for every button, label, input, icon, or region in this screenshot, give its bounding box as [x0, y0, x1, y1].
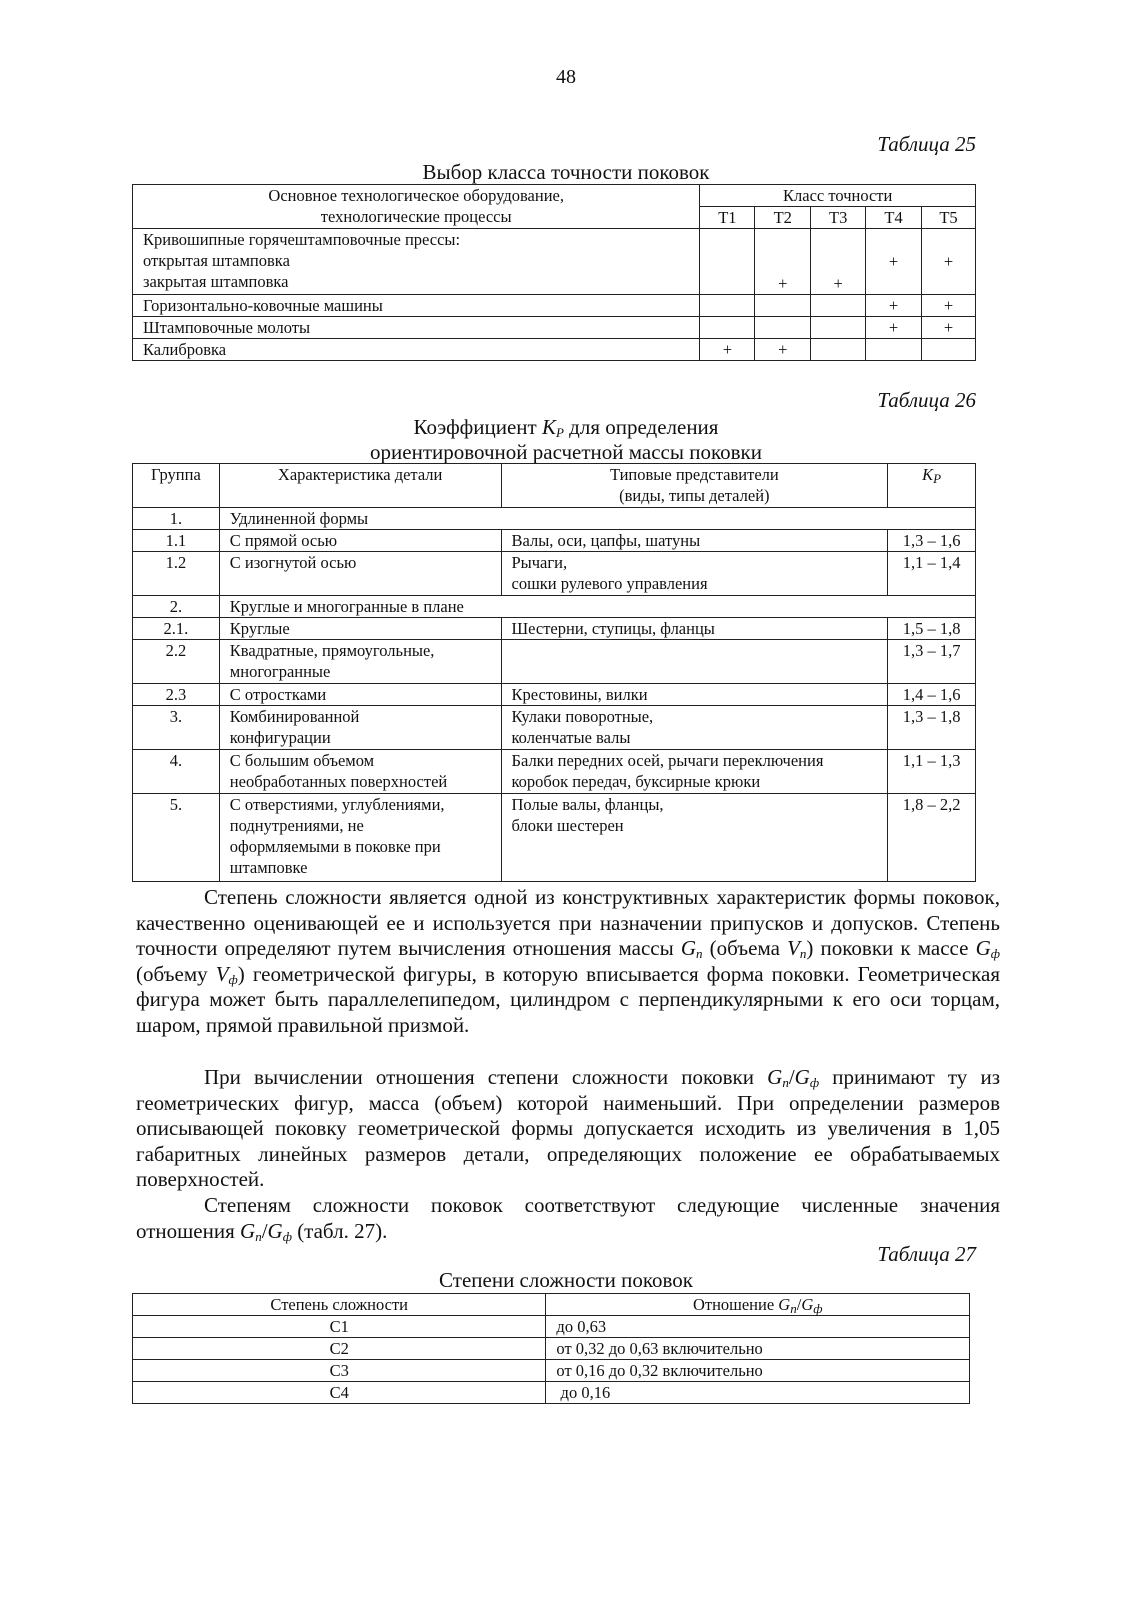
- table-row: 3. Комбинированной конфигурации Кулаки поворотные, коленчатые валы 1,3 – 1,8: [133, 706, 976, 750]
- paragraph-3: Степеням сложности поковок соответствуют следующие численные значения отношения $G_п/G_ф$ (табл. 27).: [136, 1193, 1000, 1244]
- table-27-header-degree: Степень сложности: [133, 1294, 546, 1316]
- cell-t5: +: [922, 229, 976, 295]
- table-27: [132, 1293, 970, 1404]
- paragraph-1: Степень сложности является одной из конструктивных характеристик формы поковок, качественно оценивающей ее и используется при назначении припусков и допусков. Степень точности определяют путем вычисления отношения массы $G_п$ (объема $V_п$) поковки к массе $G_ф$ (объему $V_ф$) геометрической фигуры, в которую вписывается форма поковки. Геометрическая фигура может быть параллелепипедом, цилиндром с перпендикулярными к его оси торцам, шаром, прямой правильной призмой.: [136, 885, 1001, 1037]
- table-26-caption: Таблица 26: [877, 388, 976, 412]
- table-25-caption: Таблица 25: [877, 132, 976, 156]
- cell-t3: +: [811, 229, 866, 295]
- table-27-title: Степени сложности поковок: [439, 1268, 693, 1292]
- page-number: 48: [556, 66, 576, 88]
- table-row: Горизонтально-ковочные машины + +: [133, 295, 976, 317]
- paragraph-2: При вычислении отношения степени сложности поковки $G_п/G_ф$ принимают ту из геометрических фигур, масса (объем) которой наименьший. При определении размеров описывающей поковку геометрической формы допускается исходить из увеличения в 1,05 габаритных линейных размеров детали, определяющих положение ее обрабатываемых поверхностей.: [136, 1065, 1000, 1191]
- table-25-header-t4: Т4: [866, 207, 922, 229]
- table-row: 1.1 С прямой осью Валы, оси, цапфы, шатуны 1,3 – 1,6: [133, 530, 976, 552]
- table-row: С3 от 0,16 до 0,32 включительно: [133, 1360, 970, 1382]
- table-row: Калибровка + +: [133, 339, 976, 361]
- table-26-header-characteristic: Характеристика детали: [219, 464, 501, 508]
- table-25: [132, 184, 976, 361]
- table-26-title: Коэффициент $K_P$ для определения ориентировочной расчетной массы поковки: [370, 415, 762, 464]
- table-row: Штамповочные молоты + +: [133, 317, 976, 339]
- table-26-header-group: Группа: [133, 464, 220, 508]
- table-row: С2 от 0,32 до 0,63 включительно: [133, 1338, 970, 1360]
- table-row: 2. Круглые и многогранные в плане: [133, 596, 976, 618]
- table-row: 1. Удлиненной формы: [133, 508, 976, 530]
- table-row: С4 до 0,16: [133, 1382, 970, 1404]
- table-25-header-t2: Т2: [755, 207, 811, 229]
- table-25-header-equipment: Основное технологическое оборудование, технологические процессы: [133, 185, 700, 229]
- table-row: 4. С большим объемом необработанных поверхностей Балки передних осей, рычаги переключения коробок передач, буксирные крюки 1,1 – 1,3: [133, 750, 976, 794]
- cell-t4: +: [866, 229, 922, 295]
- table-25-title: Выбор класса точности поковок: [422, 160, 710, 184]
- table-25-header-t3: Т3: [811, 207, 866, 229]
- table-row: 5. С отверстиями, углублениями, поднутрениями, не оформляемыми в поковке при штамповке Полые валы, фланцы, блоки шестерен 1,8 – 2,2: [133, 794, 976, 882]
- table-row: 2.1. Круглые Шестерни, ступицы, фланцы 1,5 – 1,8: [133, 618, 976, 640]
- table-row: 1.2 С изогнутой осью Рычаги, сошки рулевого управления 1,1 – 1,4: [133, 552, 976, 596]
- table-27-caption: Таблица 27: [877, 1242, 976, 1266]
- table-row: 2.3 С отростками Крестовины, вилки 1,4 – 1,6: [133, 684, 976, 706]
- cell-t2: +: [755, 229, 811, 295]
- table-26: [132, 463, 976, 882]
- table-row: С1 до 0,63: [133, 1316, 970, 1338]
- table-26-header-k: $K_P$: [888, 464, 976, 508]
- table-25-header-t1: Т1: [700, 207, 755, 229]
- table-25-header-class: Класс точности: [700, 185, 976, 207]
- table-row: 2.2 Квадратные, прямоугольные, многогранные 1,3 – 1,7: [133, 640, 976, 684]
- table-row: Кривошипные горячештамповочные прессы: открытая штамповка закрытая штамповка + + + +: [133, 229, 976, 295]
- cell-t1: [700, 229, 755, 295]
- table-25-header-t5: Т5: [922, 207, 976, 229]
- table-26-header-typical: Типовые представители (виды, типы деталей): [501, 464, 888, 508]
- table-27-header-ratio: Отношение $G_п/G_ф$: [546, 1294, 970, 1316]
